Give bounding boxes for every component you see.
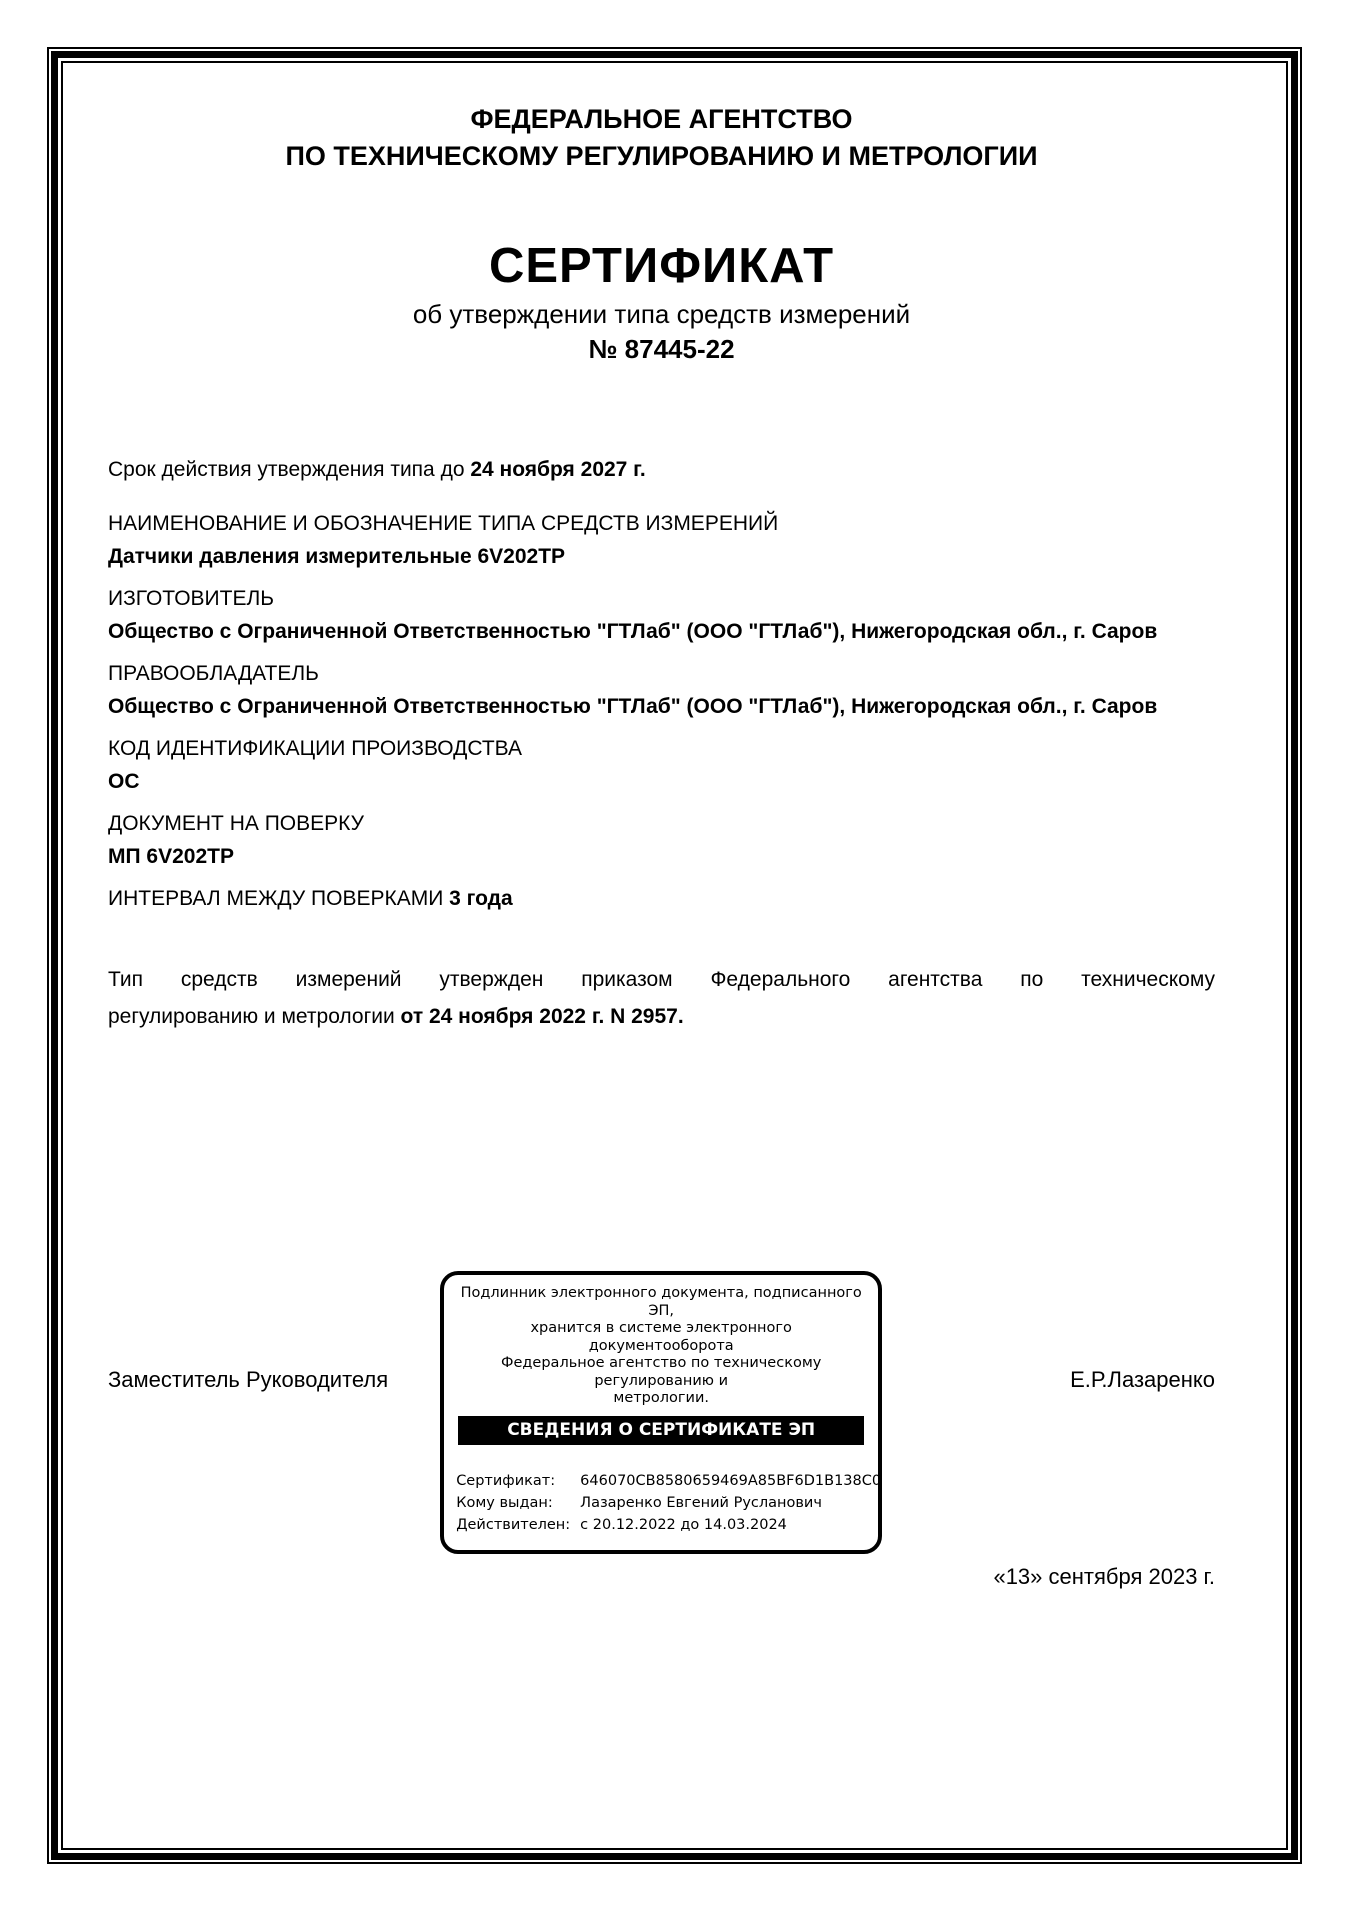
manufacturer-heading: ИЗГОТОВИТЕЛЬ	[108, 587, 275, 610]
stamp-text-line4: метрологии.	[613, 1390, 709, 1406]
signatory-position: Заместитель Руководителя	[108, 1367, 389, 1392]
validity-label: Срок действия утверждения типа до	[108, 458, 471, 481]
stamp-text-line3: Федеральное агентство по техническому регулированию и	[501, 1355, 822, 1389]
section-verification-document	[108, 810, 1215, 875]
section-rights-holder	[108, 660, 1215, 725]
stamp-text-line1: Подлинник электронного документа, подписанного ЭП,	[460, 1285, 862, 1319]
stamp-issued-value: Лазаренко Евгений Русланович	[580, 1494, 822, 1511]
manufacturer-value: Общество с Ограниченной Ответственностью "ГТЛаб" (ООО "ГТЛаб"), Нижегородская обл., г. Саров	[108, 620, 1158, 643]
production-code-value: ОС	[108, 770, 140, 793]
approval-line1: Тип средств измерений утвержден приказом Федерального агентства по техническому	[108, 968, 1215, 991]
approval-line2-regular: регулированию и метрологии	[108, 1005, 401, 1028]
agency-name-line1: ФЕДЕРАЛЬНОЕ АГЕНТСТВО	[470, 104, 853, 134]
document-title: СЕРТИФИКАТ	[488, 239, 835, 293]
verification-document-heading: ДОКУМЕНТ НА ПОВЕРКУ	[108, 812, 364, 835]
stamp-cert-value: 646070CB8580659469A85BF6D1B138C0	[580, 1472, 882, 1489]
type-name-heading: НАИМЕНОВАНИЕ И ОБОЗНАЧЕНИЕ ТИПА СРЕДСТВ ИЗМЕРЕНИЙ	[108, 512, 779, 535]
agency-header	[108, 101, 1215, 175]
verification-interval-line	[108, 885, 1215, 913]
certificate-number: № 87445-22	[588, 334, 735, 364]
stamp-certificate-fields	[456, 1470, 882, 1536]
approval-order-date: от 24 ноября 2022 г. N 2957.	[400, 1005, 684, 1028]
validity-date: 24 ноября 2027 г.	[470, 458, 646, 481]
frame-thick-rule	[51, 51, 1298, 1860]
section-type-name	[108, 510, 1215, 575]
verification-interval-label: ИНТЕРВАЛ МЕЖДУ ПОВЕРКАМИ	[108, 887, 450, 910]
document-subtitle: об утверждении типа средств измерений	[412, 299, 911, 329]
type-name-value: Датчики давления измерительные 6V202TP	[108, 545, 566, 568]
issue-date: «13» сентября 2023 г.	[993, 1563, 1215, 1589]
section-manufacturer	[108, 585, 1215, 650]
verification-interval-value: 3 года	[449, 887, 513, 910]
digital-signature-stamp	[440, 1271, 882, 1554]
production-code-heading: КОД ИДЕНТИФИКАЦИИ ПРОИЗВОДСТВА	[108, 737, 522, 760]
signatory-name: Е.Р.Лазаренко	[1070, 1367, 1215, 1392]
verification-document-value: МП 6V202TP	[108, 845, 234, 868]
approval-paragraph	[108, 961, 1215, 1035]
stamp-valid-value: с 20.12.2022 до 14.03.2024	[580, 1516, 787, 1533]
stamp-issued-label: Кому выдан:	[456, 1494, 553, 1511]
rights-holder-value: Общество с Ограниченной Ответственностью "ГТЛаб" (ООО "ГТЛаб"), Нижегородская обл., г. Саров	[108, 695, 1158, 718]
validity-line	[108, 456, 1215, 484]
section-verification-interval	[108, 885, 1215, 913]
stamp-banner: СВЕДЕНИЯ О СЕРТИФИКАТЕ ЭП	[458, 1416, 864, 1445]
stamp-cert-label: Сертификат:	[456, 1472, 556, 1489]
frame-outer-rule	[47, 47, 1302, 1864]
signature-block	[108, 1271, 1215, 1554]
approval-line2	[108, 998, 1215, 1035]
section-production-code	[108, 735, 1215, 800]
stamp-text-line2: хранится в системе электронного документооборота	[530, 1320, 792, 1354]
stamp-valid-label: Действителен:	[456, 1516, 571, 1533]
rights-holder-heading: ПРАВООБЛАДАТЕЛЬ	[108, 662, 319, 685]
certificate-content	[63, 101, 1286, 1592]
frame-inner-rule	[61, 61, 1288, 1850]
agency-name-line2: ПО ТЕХНИЧЕСКОМУ РЕГУЛИРОВАНИЮ И МЕТРОЛОГИИ	[285, 141, 1038, 171]
